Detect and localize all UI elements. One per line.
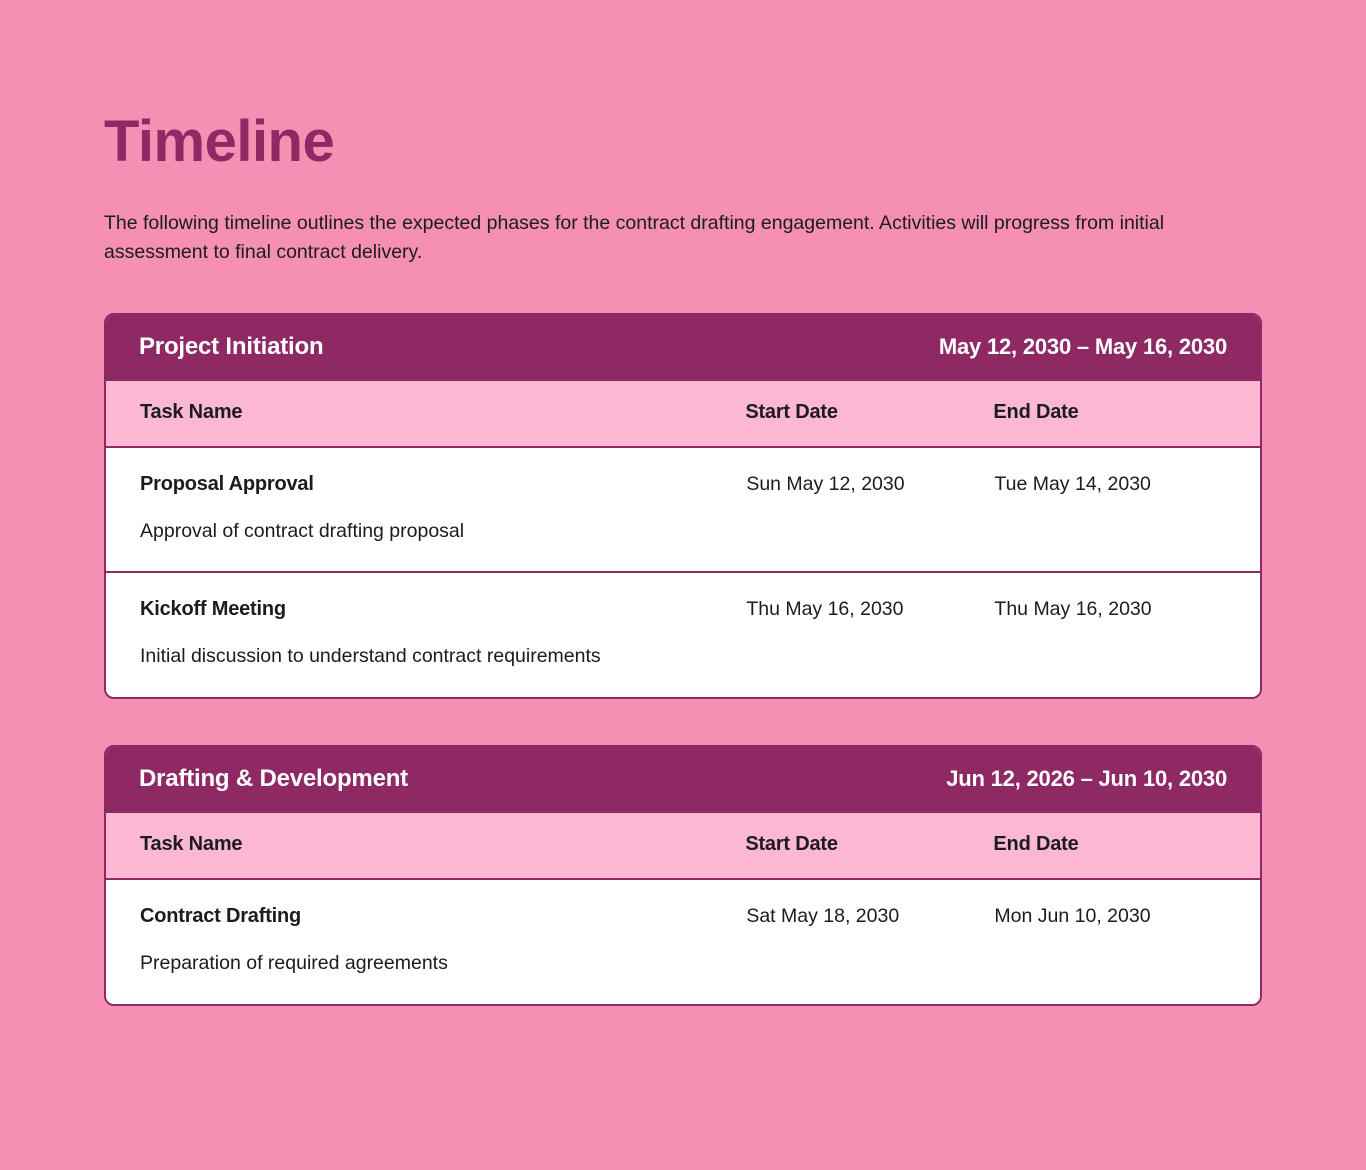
task-table — [106, 813, 1260, 1004]
phase-name: Drafting & Development — [139, 764, 408, 792]
task-name-cell — [106, 572, 745, 697]
document-page — [0, 109, 1366, 1006]
phase-name: Project Initiation — [139, 332, 324, 360]
task-name: Kickoff Meeting — [140, 598, 286, 621]
table-row — [106, 572, 1260, 697]
task-name: Contract Drafting — [140, 904, 302, 927]
task-start-date: Sun May 12, 2030 — [745, 447, 993, 573]
phase-card — [104, 745, 1262, 1006]
task-description: Initial discussion to understand contract requirements — [140, 645, 601, 668]
task-start-date: Thu May 16, 2030 — [745, 572, 993, 697]
task-name-cell — [106, 447, 745, 573]
task-name: Proposal Approval — [140, 472, 314, 495]
table-row — [106, 879, 1260, 1004]
phase-header — [106, 315, 1260, 381]
task-start-date: Sat May 18, 2030 — [745, 879, 993, 1004]
task-description: Approval of contract drafting proposal — [140, 519, 465, 542]
column-header-start-date: Start Date — [745, 381, 993, 447]
task-table — [106, 381, 1260, 697]
page-title: Timeline — [104, 109, 335, 174]
phase-header — [106, 747, 1260, 813]
task-name-cell — [106, 879, 745, 1004]
column-header-end-date: End Date — [993, 813, 1260, 879]
table-header-row — [106, 813, 1260, 879]
phase-date-range: Jun 12, 2026 – Jun 10, 2030 — [946, 765, 1227, 791]
table-header-row — [106, 381, 1260, 447]
task-description: Preparation of required agreements — [140, 951, 448, 974]
intro-paragraph: The following timeline outlines the expected phases for the contract drafting engagement. Activities will progress from initial assessment to final contract delivery. — [104, 211, 1165, 263]
task-end-date: Thu May 16, 2030 — [993, 572, 1260, 697]
column-header-start-date: Start Date — [745, 813, 993, 879]
phase-date-range: May 12, 2030 – May 16, 2030 — [938, 333, 1227, 359]
task-end-date: Tue May 14, 2030 — [993, 447, 1260, 573]
task-end-date: Mon Jun 10, 2030 — [993, 879, 1260, 1004]
table-row — [106, 447, 1260, 573]
column-header-task-name: Task Name — [106, 813, 745, 879]
column-header-task-name: Task Name — [106, 381, 745, 447]
phase-card — [104, 313, 1262, 699]
column-header-end-date: End Date — [993, 381, 1260, 447]
